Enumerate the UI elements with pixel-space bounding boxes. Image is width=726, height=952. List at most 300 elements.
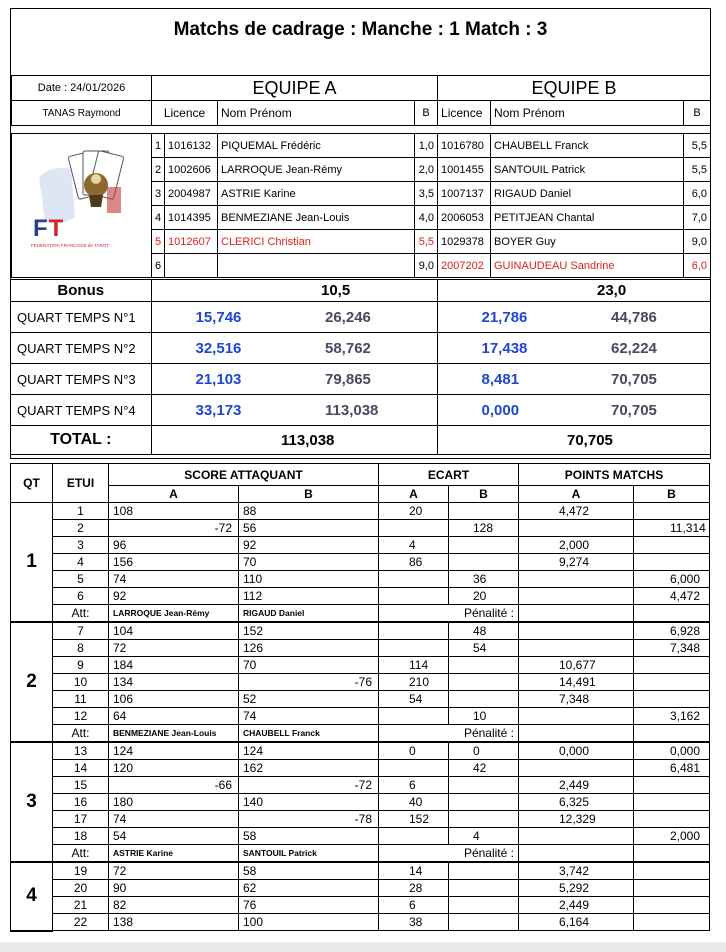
score-b-positive: 76 <box>239 897 309 914</box>
points-a: 6,164 <box>519 914 634 931</box>
points-a: 12,329 <box>519 811 634 828</box>
attacker-row <box>11 725 710 743</box>
score-b-positive: 152 <box>239 622 309 640</box>
ecart-a <box>379 622 449 640</box>
team-a-player-licence: 1014395 <box>165 206 218 230</box>
attacker-a: BENMEZIANE Jean-Louis <box>109 725 239 743</box>
team-a-player-name: CLERICI Christian <box>218 230 415 254</box>
head-score-b: B <box>239 486 379 503</box>
score-a-positive: 134 <box>109 674 174 691</box>
score-b-negative <box>309 914 379 931</box>
quarter-b-cumul: 70,705 <box>567 395 710 426</box>
ecart-b <box>449 794 519 811</box>
ecart-b: 54 <box>449 640 519 657</box>
ecart-a: 210 <box>379 674 449 691</box>
score-b-negative <box>309 794 379 811</box>
deal-number: 14 <box>53 760 109 777</box>
attacker-b: CHAUBELL Franck <box>239 725 379 743</box>
total-label: TOTAL : <box>11 426 151 455</box>
federation-logo <box>31 147 141 255</box>
points-a <box>519 588 634 605</box>
total-b: 70,705 <box>567 426 710 455</box>
score-a-negative <box>174 571 239 588</box>
ecart-b <box>449 674 519 691</box>
team-b-player-name: BOYER Guy <box>491 230 684 254</box>
quarter-b-score: 8,481 <box>437 364 567 395</box>
score-a-negative: -66 <box>174 777 239 794</box>
team-b-player-b: 6,0 <box>684 182 711 206</box>
ecart-a: 0 <box>379 742 449 760</box>
points-b <box>634 674 710 691</box>
deal-number: 6 <box>53 588 109 605</box>
score-a-negative <box>174 880 239 897</box>
deal-number: 19 <box>53 862 109 880</box>
ecart-b <box>449 811 519 828</box>
points-a: 2,449 <box>519 897 634 914</box>
points-a: 6,325 <box>519 794 634 811</box>
score-a-positive: 108 <box>109 503 174 520</box>
penalty-b <box>634 845 710 863</box>
deal-number: 8 <box>53 640 109 657</box>
team-b-player-licence: 1001455 <box>438 158 491 182</box>
bonus-b: 23,0 <box>567 280 710 302</box>
points-a <box>519 708 634 725</box>
attacker-b: SANTOUIL Patrick <box>239 845 379 863</box>
deal-row <box>11 503 710 520</box>
deal-row <box>11 554 710 571</box>
score-b-positive: 56 <box>239 520 309 537</box>
score-a-positive <box>109 777 174 794</box>
team-b-player-name: PETITJEAN Chantal <box>491 206 684 230</box>
points-a <box>519 640 634 657</box>
deal-row <box>11 657 710 674</box>
summary-table <box>11 279 710 455</box>
quarter-number: 2 <box>11 622 53 742</box>
ecart-b <box>449 657 519 674</box>
quarter-b-cumul: 62,224 <box>567 333 710 364</box>
team-b-player-licence: 2007202 <box>438 254 491 278</box>
deal-number: 17 <box>53 811 109 828</box>
points-a: 9,274 <box>519 554 634 571</box>
points-a: 2,449 <box>519 777 634 794</box>
points-a <box>519 760 634 777</box>
score-a-positive: 82 <box>109 897 174 914</box>
ecart-b <box>449 777 519 794</box>
logo-t: T <box>48 215 65 242</box>
team-a-player-licence: 1002606 <box>165 158 218 182</box>
attacker-label: Att: <box>53 845 109 863</box>
deal-row <box>11 588 710 605</box>
score-b-positive: 126 <box>239 640 309 657</box>
ecart-a: 28 <box>379 880 449 897</box>
deal-row <box>11 862 710 880</box>
ecart-b: 48 <box>449 622 519 640</box>
ecart-b: 20 <box>449 588 519 605</box>
score-b-negative <box>309 503 379 520</box>
score-a-positive: 104 <box>109 622 174 640</box>
quarter-a-score: 32,516 <box>151 333 281 364</box>
ecart-b: 42 <box>449 760 519 777</box>
points-a <box>519 571 634 588</box>
score-a-negative <box>174 691 239 708</box>
ecart-b <box>449 691 519 708</box>
score-b-positive: 74 <box>239 708 309 725</box>
quarter-row <box>11 302 710 333</box>
attacker-b: RIGAUD Daniel <box>239 605 379 623</box>
penalty-label: Pénalité : <box>379 605 519 623</box>
ecart-b <box>449 914 519 931</box>
deal-number: 21 <box>53 897 109 914</box>
score-a-positive <box>109 520 174 537</box>
ecart-b: 128 <box>449 520 519 537</box>
quarter-label: QUART TEMPS N°3 <box>11 364 151 395</box>
deal-number: 16 <box>53 794 109 811</box>
quarter-a-cumul: 113,038 <box>281 395 437 426</box>
ecart-a: 152 <box>379 811 449 828</box>
points-b: 11,314 <box>634 520 710 537</box>
ecart-b <box>449 862 519 880</box>
team-a-player-b: 2,0 <box>415 158 438 182</box>
score-b-negative <box>309 897 379 914</box>
score-a-positive: 64 <box>109 708 174 725</box>
quarter-row <box>11 364 710 395</box>
deal-number: 20 <box>53 880 109 897</box>
score-a-positive: 92 <box>109 588 174 605</box>
score-a-negative <box>174 914 239 931</box>
penalty-b <box>634 605 710 623</box>
points-b <box>634 537 710 554</box>
score-b-positive: 62 <box>239 880 309 897</box>
score-a-positive: 72 <box>109 862 174 880</box>
score-b-positive: 162 <box>239 760 309 777</box>
score-a-negative <box>174 811 239 828</box>
score-b-negative <box>309 657 379 674</box>
quarter-a-cumul: 58,762 <box>281 333 437 364</box>
team-a-player-b: 3,5 <box>415 182 438 206</box>
team-b-head-name: Nom Prénom <box>491 101 684 126</box>
deal-row <box>11 880 710 897</box>
quarter-b-cumul: 44,786 <box>567 302 710 333</box>
deal-number: 22 <box>53 914 109 931</box>
penalty-a <box>519 605 634 623</box>
team-a-player-b: 9,0 <box>415 254 438 278</box>
team-a-name: EQUIPE A <box>152 76 438 101</box>
quarter-b-score: 17,438 <box>437 333 567 364</box>
deal-number: 9 <box>53 657 109 674</box>
quarter-a-cumul: 79,865 <box>281 364 437 395</box>
score-a-positive: 74 <box>109 811 174 828</box>
ecart-a <box>379 588 449 605</box>
team-b-player-name: RIGAUD Daniel <box>491 182 684 206</box>
team-a-player-number: 3 <box>152 182 165 206</box>
score-b-negative <box>309 571 379 588</box>
score-b-positive: 58 <box>239 828 309 845</box>
score-b-positive <box>239 811 309 828</box>
head-etui: ETUI <box>53 464 109 503</box>
score-a-negative <box>174 588 239 605</box>
penalty-b <box>634 725 710 743</box>
score-a-negative <box>174 897 239 914</box>
deal-row <box>11 691 710 708</box>
deal-number: 15 <box>53 777 109 794</box>
points-b <box>634 897 710 914</box>
ecart-b <box>449 880 519 897</box>
score-a-positive: 124 <box>109 742 174 760</box>
quarter-b-score: 0,000 <box>437 395 567 426</box>
score-a-negative <box>174 674 239 691</box>
ecart-b <box>449 554 519 571</box>
team-a-player-licence <box>165 254 218 278</box>
deal-row <box>11 794 710 811</box>
team-a-player-name: BENMEZIANE Jean-Louis <box>218 206 415 230</box>
ecart-a: 14 <box>379 862 449 880</box>
score-a-negative <box>174 828 239 845</box>
score-b-negative <box>309 880 379 897</box>
team-a-player-licence: 1016132 <box>165 134 218 158</box>
deal-row <box>11 674 710 691</box>
team-a-player-number: 6 <box>152 254 165 278</box>
team-b-player-licence: 1029378 <box>438 230 491 254</box>
team-a-player-number: 5 <box>152 230 165 254</box>
score-a-negative <box>174 794 239 811</box>
ecart-b: 36 <box>449 571 519 588</box>
score-a-positive: 106 <box>109 691 174 708</box>
deal-row <box>11 897 710 914</box>
points-a: 14,491 <box>519 674 634 691</box>
points-a: 2,000 <box>519 537 634 554</box>
team-a-head-name: Nom Prénom <box>218 101 415 126</box>
deal-row <box>11 708 710 725</box>
sheet-title-box <box>11 9 710 76</box>
points-b: 4,472 <box>634 588 710 605</box>
score-b-positive: 112 <box>239 588 309 605</box>
team-b-player-b: 5,5 <box>684 158 711 182</box>
deal-row <box>11 622 710 640</box>
score-b-positive: 92 <box>239 537 309 554</box>
quarter-a-score: 21,103 <box>151 364 281 395</box>
points-b <box>634 811 710 828</box>
score-a-negative <box>174 640 239 657</box>
ecart-a <box>379 708 449 725</box>
score-a-positive: 156 <box>109 554 174 571</box>
points-b <box>634 862 710 880</box>
points-a: 3,742 <box>519 862 634 880</box>
points-a: 5,292 <box>519 880 634 897</box>
penalty-label: Pénalité : <box>379 845 519 863</box>
attacker-row <box>11 605 710 623</box>
head-points: POINTS MATCHS <box>519 464 710 486</box>
ecart-a: 6 <box>379 777 449 794</box>
score-a-negative <box>174 708 239 725</box>
deal-row <box>11 777 710 794</box>
score-a-negative <box>174 760 239 777</box>
ecart-a <box>379 520 449 537</box>
deal-row <box>11 520 710 537</box>
attacker-label: Att: <box>53 605 109 623</box>
score-b-negative <box>309 742 379 760</box>
score-b-positive: 124 <box>239 742 309 760</box>
ecart-b: 0 <box>449 742 519 760</box>
team-b-player-b: 5,5 <box>684 134 711 158</box>
team-a-player-b: 4,0 <box>415 206 438 230</box>
deal-number: 2 <box>53 520 109 537</box>
quarter-label: QUART TEMPS N°2 <box>11 333 151 364</box>
team-a-player-number: 1 <box>152 134 165 158</box>
score-b-positive: 70 <box>239 657 309 674</box>
deal-number: 4 <box>53 554 109 571</box>
deal-row <box>11 828 710 845</box>
score-b-positive: 88 <box>239 503 309 520</box>
score-a-negative <box>174 657 239 674</box>
points-b <box>634 794 710 811</box>
ecart-b: 10 <box>449 708 519 725</box>
ecart-a: 54 <box>379 691 449 708</box>
bottom-scroll-area <box>0 942 726 952</box>
score-a-positive: 54 <box>109 828 174 845</box>
score-a-positive: 180 <box>109 794 174 811</box>
quarter-a-cumul: 26,246 <box>281 302 437 333</box>
deal-number: 13 <box>53 742 109 760</box>
team-b-player-name: CHAUBELL Franck <box>491 134 684 158</box>
penalty-a <box>519 845 634 863</box>
team-b-player-licence: 1007137 <box>438 182 491 206</box>
quarter-label: QUART TEMPS N°1 <box>11 302 151 333</box>
deal-number: 10 <box>53 674 109 691</box>
quarter-number: 3 <box>11 742 53 862</box>
score-a-positive: 74 <box>109 571 174 588</box>
quarter-number: 4 <box>11 862 53 931</box>
score-b-negative <box>309 708 379 725</box>
deal-number: 18 <box>53 828 109 845</box>
points-b <box>634 691 710 708</box>
team-b-player-licence: 2006053 <box>438 206 491 230</box>
team-b-player-name: SANTOUIL Patrick <box>491 158 684 182</box>
ecart-a: 86 <box>379 554 449 571</box>
points-b: 3,162 <box>634 708 710 725</box>
team-b-player-b: 6,0 <box>684 254 711 278</box>
score-b-positive: 58 <box>239 862 309 880</box>
deal-row <box>11 537 710 554</box>
score-a-positive: 96 <box>109 537 174 554</box>
match-sheet <box>10 8 711 459</box>
ecart-a <box>379 760 449 777</box>
head-score: SCORE ATTAQUANT <box>109 464 379 486</box>
points-b: 6,000 <box>634 571 710 588</box>
score-a-negative <box>174 742 239 760</box>
score-a-positive: 138 <box>109 914 174 931</box>
score-b-negative <box>309 640 379 657</box>
ecart-a: 38 <box>379 914 449 931</box>
quarter-row <box>11 395 710 426</box>
ecart-a: 20 <box>379 503 449 520</box>
quarter-label: QUART TEMPS N°4 <box>11 395 151 426</box>
ecart-b <box>449 503 519 520</box>
team-a-head-licence: Licence <box>152 101 218 126</box>
deal-number: 7 <box>53 622 109 640</box>
team-b-player-b: 7,0 <box>684 206 711 230</box>
points-b <box>634 657 710 674</box>
date: Date : 24/01/2026 <box>12 76 152 101</box>
points-b: 6,481 <box>634 760 710 777</box>
team-b-name: EQUIPE B <box>438 76 711 101</box>
points-a <box>519 828 634 845</box>
team-a-player-b: 5,5 <box>415 230 438 254</box>
score-a-negative <box>174 503 239 520</box>
points-a: 0,000 <box>519 742 634 760</box>
deals-grid <box>10 463 710 932</box>
total-a: 113,038 <box>281 426 437 455</box>
ecart-a <box>379 828 449 845</box>
head-qt: QT <box>11 464 53 503</box>
deal-row <box>11 571 710 588</box>
team-a-player-licence: 2004987 <box>165 182 218 206</box>
deal-row <box>11 914 710 931</box>
points-b <box>634 914 710 931</box>
team-a-player-name: PIQUEMAL Frédéric <box>218 134 415 158</box>
score-a-positive: 120 <box>109 760 174 777</box>
penalty-a <box>519 725 634 743</box>
points-b: 6,928 <box>634 622 710 640</box>
score-b-positive: 140 <box>239 794 309 811</box>
ecart-a: 4 <box>379 537 449 554</box>
score-b-negative <box>309 828 379 845</box>
score-b-negative <box>309 588 379 605</box>
head-ecart-b: B <box>449 486 519 503</box>
score-b-negative <box>309 554 379 571</box>
points-a: 4,472 <box>519 503 634 520</box>
ecart-a <box>379 640 449 657</box>
quarter-a-score: 15,746 <box>151 302 281 333</box>
bonus-label: Bonus <box>11 280 151 302</box>
team-a-player-b: 1,0 <box>415 134 438 158</box>
score-a-negative <box>174 554 239 571</box>
head-score-a: A <box>109 486 239 503</box>
attacker-row <box>11 845 710 863</box>
quarter-b-cumul: 70,705 <box>567 364 710 395</box>
quarter-b-score: 21,786 <box>437 302 567 333</box>
team-a-player-number: 4 <box>152 206 165 230</box>
team-b-head-b: B <box>684 101 711 126</box>
attacker-a: ASTRIE Karine <box>109 845 239 863</box>
score-b-positive <box>239 777 309 794</box>
score-b-negative <box>309 862 379 880</box>
deal-number: 3 <box>53 537 109 554</box>
deal-row <box>11 811 710 828</box>
team-a-player-licence: 1012607 <box>165 230 218 254</box>
score-a-positive: 72 <box>109 640 174 657</box>
head-points-a: A <box>519 486 634 503</box>
score-b-positive <box>239 674 309 691</box>
score-b-negative <box>309 537 379 554</box>
points-b: 7,348 <box>634 640 710 657</box>
team-a-head-b: B <box>415 101 438 126</box>
score-a-negative <box>174 537 239 554</box>
head-points-b: B <box>634 486 710 503</box>
score-b-positive: 110 <box>239 571 309 588</box>
team-b-head-licence: Licence <box>438 101 491 126</box>
team-a-player-number: 2 <box>152 158 165 182</box>
deal-row <box>11 742 710 760</box>
ecart-a: 114 <box>379 657 449 674</box>
logo-subtitle: FEDERATION FRANCAISE de TAROT <box>31 243 110 248</box>
attacker-label: Att: <box>53 725 109 743</box>
score-b-positive: 100 <box>239 914 309 931</box>
deal-row <box>11 760 710 777</box>
sheet-title: Matchs de cadrage : Manche : 1 Match : 3 <box>173 19 548 40</box>
score-b-positive: 52 <box>239 691 309 708</box>
points-b <box>634 777 710 794</box>
team-b-player-b: 9,0 <box>684 230 711 254</box>
